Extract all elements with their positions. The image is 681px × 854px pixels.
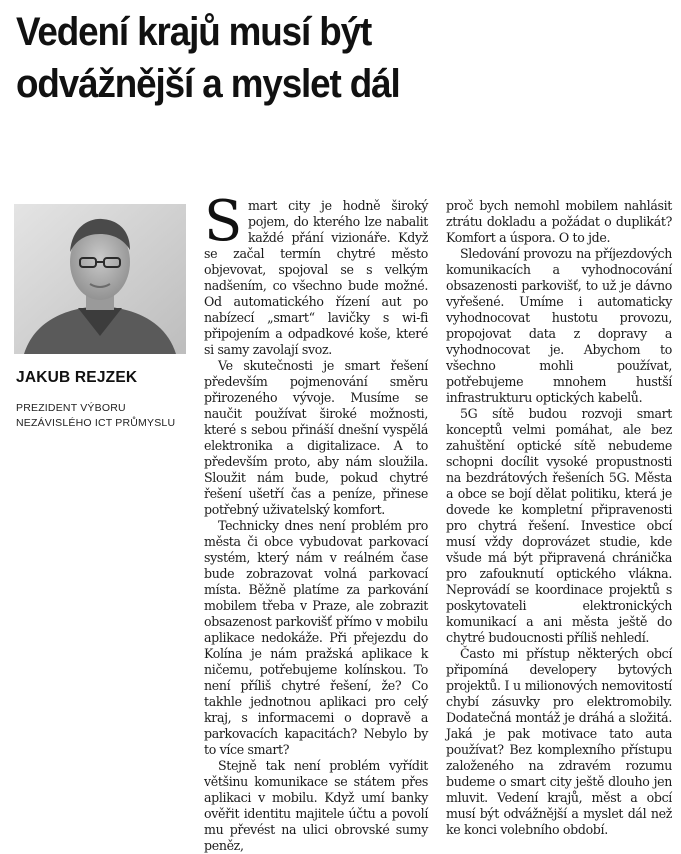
article-column-1 xyxy=(204,189,428,853)
author-photo xyxy=(14,204,186,354)
author-title xyxy=(16,401,196,431)
headline-line-2: odvážnější a myslet dál xyxy=(16,62,400,106)
article-paragraph: Často mi přístup některých obcí připomíná developery bytových projektů. I u milionových nemovitostí chybí zásuvky pro elektromobily. Dodatečná montáž je dráhá a složitá. Jaká je pak motivace tato auta používat? Bez komplexního přístupu založeného na zdravém rozumu budeme o smart city ještě dlouho jen mluvit. Vedení krajů, měst a obcí musí být odvážnější a myslet dál než ke konci volebního období. xyxy=(446,646,672,837)
article-paragraph: proč bych nemohl mobilem nahlásit ztrátu dokladu a požádat o duplikát? Komfort a úspora. O to jde. xyxy=(446,198,672,245)
author-name: JAKUB REJZEK xyxy=(16,369,138,386)
drop-cap: S xyxy=(204,189,243,254)
article-paragraph: Sledování provozu na příjezdových komunikacích a vyhodnocování obsazenosti parkovišť, to už je dávno vyřešené. Umíme i automaticky vyhodnocovat hustotu provozu, propojovat data z dopravy a vyhodnocovat je. Abychom to všechno mohli používat, potřebujeme mnohem hustší infrastrukturu optických kabelů. xyxy=(446,246,672,405)
author-portrait-image xyxy=(14,204,186,354)
author-title-line-2: NEZÁVISLÉHO ICT PRŮMYSLU xyxy=(16,417,176,429)
paragraph-text: mart city je hodně široký pojem, do kterého lze nabalit každé přání vizionáře. Když se začal termín chytré město objevovat, spojoval se s velkým nadšením, co všechno bude možné. Od automatického řízení aut po nabízecí „smart“ lavičky s wi-fi připojením a odpadkové koše, které si samy zavolají svoz. xyxy=(204,198,428,357)
article-column-2 xyxy=(446,198,672,837)
article-headline xyxy=(16,6,623,110)
headline-line-1: Vedení krajů musí být xyxy=(16,10,372,54)
author-title-line-1: PREZIDENT VÝBORU xyxy=(16,402,126,414)
article-paragraph: Technicky dnes není problém pro města či obce vybudovat parkovací systém, který nám v reálném čase bude zobrazovat volná parkovací místa. Běžně platíme za parkování mobilem třeba v Praze, ale zobrazit obsazenost parkovišť přímo v mobilu aplikace nedokáže. Při přejezdu do Kolína je nám pražská aplikace k ničemu, potřebujeme kolínskou. To není příliš chytré řešení, že? Co takhle jednotnou aplikaci pro celý kraj, s informacemi o dopravě a parkovacích kapacitách? Nebylo by to více smart? xyxy=(204,518,428,757)
article-paragraph: Ve skutečnosti je smart řešení především pojmenování směru přirozeného vývoje. Musíme se naučit používat široké možnosti, které s sebou přináší dnešní vyspělá elektronika a digitalizace. A to především proto, aby nám sloužila. Sloužit nám bude, pokud chytré řešení ušetří čas a peníze, přinese potřebný uživatelský komfort. xyxy=(204,358,428,517)
article-paragraph xyxy=(204,189,428,358)
article-paragraph: Stejně tak není problém vyřídit většinu komunikace se státem přes aplikaci v mobilu. Když umí banky ověřit identitu majitele účtu a povolí mu převést na ulici obrovské sumy peněz, xyxy=(204,758,428,853)
article-paragraph: 5G sítě budou rozvoji smart konceptů velmi pomáhat, ale bez zahuštění optické sítě nebudeme schopni docílit vysoké propustnosti na bezdrátových řešeních 5G. Města a obce se bojí dělat politiku, která je dovede ke kompletní připravenosti pro chytrá řešení. Investice obcí musí vždy doprovázet studie, kde všude má být připravená chránička pro zafouknutí optického vlákna. Neprovádí se koordinace projektů s poskytovateli elektronických komunikací a ani města ještě do chytré budoucnosti příliš nehledí. xyxy=(446,406,672,645)
